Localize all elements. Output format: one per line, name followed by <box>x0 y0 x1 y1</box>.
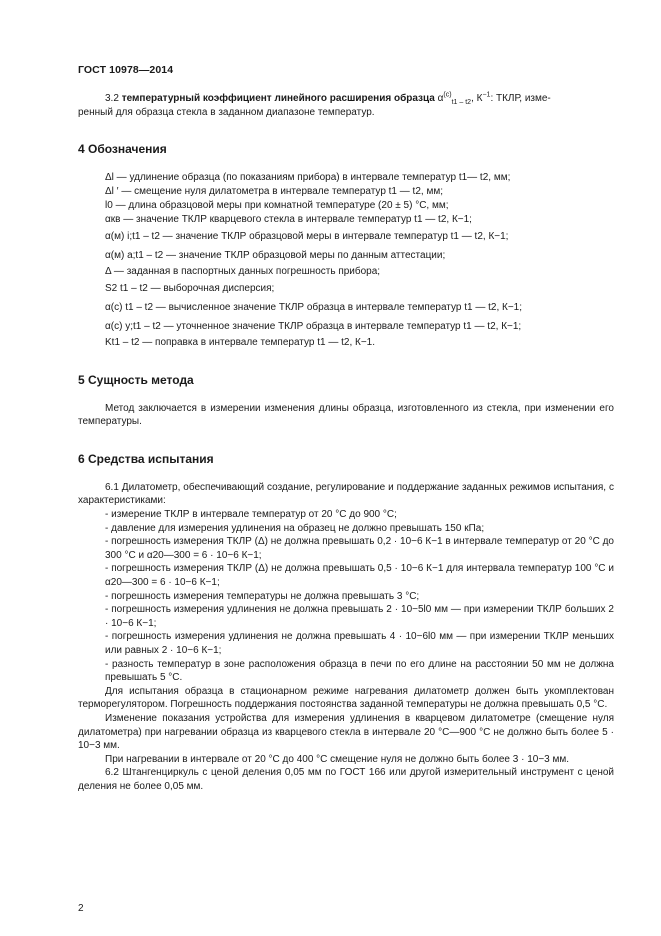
thermoregulator-paragraph: Для испытания образца в стационарном режиме нагревания дилатометр должен быть укомплектован терморегулятором. Погрешность поддержания постоянства заданной температуры не должна превышать 0,5 °С. <box>78 685 614 711</box>
list-item: - погрешность измерения удлинения не должна превышать 2 · 10−5l0 мм — при измерении ТКЛР больших 2 · 10−6 К−1; <box>105 604 614 629</box>
list-item: α(с) t1 – t2 — вычисленное значение ТКЛР образца в интервале температур t1 — t2, К−1; <box>105 301 523 313</box>
caliper-paragraph: 6.2 Штангенциркуль с ценой деления 0,05 мм по ГОСТ 166 или другой измерительный инструмент с ценой деления не более 0,05 мм. <box>78 767 614 792</box>
list-item: - разность температур в зоне расположения образца в печи по его длине на расстоянии 50 мм не должна превышать 5 °С. <box>105 658 614 684</box>
list-item: Δl — удлинение образца (по показаниям прибора) в интервале температур t1— t2, мм; <box>105 172 511 184</box>
dilatometer-intro: 6.1 Дилатометр, обеспечивающий создание, регулирование и поддержание заданных режимов испытания, с характеристиками: <box>78 481 614 507</box>
list-item: αкв — значение ТКЛР кварцевого стекла в интервале температур t1 — t2, К−1; <box>105 213 472 225</box>
definition-paragraph: 3.2 температурный коэффициент линейного расширения образца $\alpha^{(c)}_{t1 - t2}$, $К^{-1}$: ТКЛР, изме- <box>105 91 551 106</box>
zero-shift-paragraph: Изменение показания устройства для измерения удлинения в кварцевом дилатометре (смещение нуля дилатометра) при нагревании образца из кварцевого стекла в интервале 20 °С—900 °С не должно быть более 5 · 10−3 мм. <box>78 712 614 752</box>
list-item: l0 — длина образцовой меры при комнатной температуре (20 ± 5) °С, мм; <box>105 200 449 211</box>
page-content <box>78 92 614 793</box>
list-item: α(м) i;t1 – t2 — значение ТКЛР образцовой меры в интервале температур t1 — t2, К−1; <box>105 230 509 242</box>
section-4-heading: 4 Обозначения <box>78 142 167 157</box>
list-item: S2 t1 – t2 — выборочная дисперсия; <box>105 282 275 294</box>
list-item: - погрешность измерения ТКЛР (Δ) не должна превышать 0,2 · 10−6 К−1 в интервале температур от 20 °С до 300 °С и α20—300 = 6 · 10−6 К−1; <box>105 536 614 561</box>
list-item: Kt1 – t2 — поправка в интервале температур t1 — t2, К−1. <box>105 336 376 348</box>
list-item: - давление для измерения удлинения на образец не должно превышать 150 кПа; <box>105 522 485 534</box>
definition-symbol: $\alpha^{(c)}_{t1 - t2}$ <box>437 91 472 106</box>
section-6-heading: 6 Средства испытания <box>78 451 214 466</box>
zero-shift-400-paragraph: При нагревании в интервале от 20 °С до 400 °С смещение нуля не должно быть более 3 · 10−3 мм. <box>105 753 570 765</box>
list-item: Δl ′ — смещение нуля дилатометра в интервале температур t1 — t2, мм; <box>105 186 443 198</box>
section-5-heading: 5 Сущность метода <box>78 372 194 387</box>
standard-id: ГОСТ 10978—2014 <box>78 64 174 76</box>
list-item: - погрешность измерения ТКЛР (Δ) не должна превышать 0,5 · 10−6 К−1 для интервала температур 100 °С и α20—300 = 6 · 10−6 К−1; <box>105 563 614 588</box>
list-item: - погрешность измерения температуры не должна превышать 3 °С; <box>105 590 420 602</box>
page-number: 2 <box>78 903 84 914</box>
list-item: - погрешность измерения удлинения не должна превышать 4 · 10−6l0 мм — при измерении ТКЛР меньших или равных 2 · 10−6 К−1; <box>105 631 614 656</box>
list-item: α(с) у;t1 – t2 — уточненное значение ТКЛР образца в интервале температур t1 — t2, К−1; <box>105 320 522 332</box>
definition-term: температурный коэффициент линейного расширения образца <box>121 93 435 104</box>
list-item: Δ — заданная в паспортных данных погрешность прибора; <box>105 265 381 277</box>
list-item: - измерение ТКЛР в интервале температур от 20 °С до 900 °С; <box>105 509 397 520</box>
method-paragraph: Метод заключается в измерении изменения длины образца, изготовленного из стекла, при изменении его температуры. <box>78 402 614 428</box>
symbol-list <box>78 171 614 349</box>
definition-continuation: ренный для образца стекла в заданном диапазоне температур. <box>78 106 375 118</box>
definition-number: 3.2 <box>105 93 119 104</box>
list-item: α(м) а;t1 – t2 — значение ТКЛР образцовой меры по данным аттестации; <box>105 249 446 261</box>
